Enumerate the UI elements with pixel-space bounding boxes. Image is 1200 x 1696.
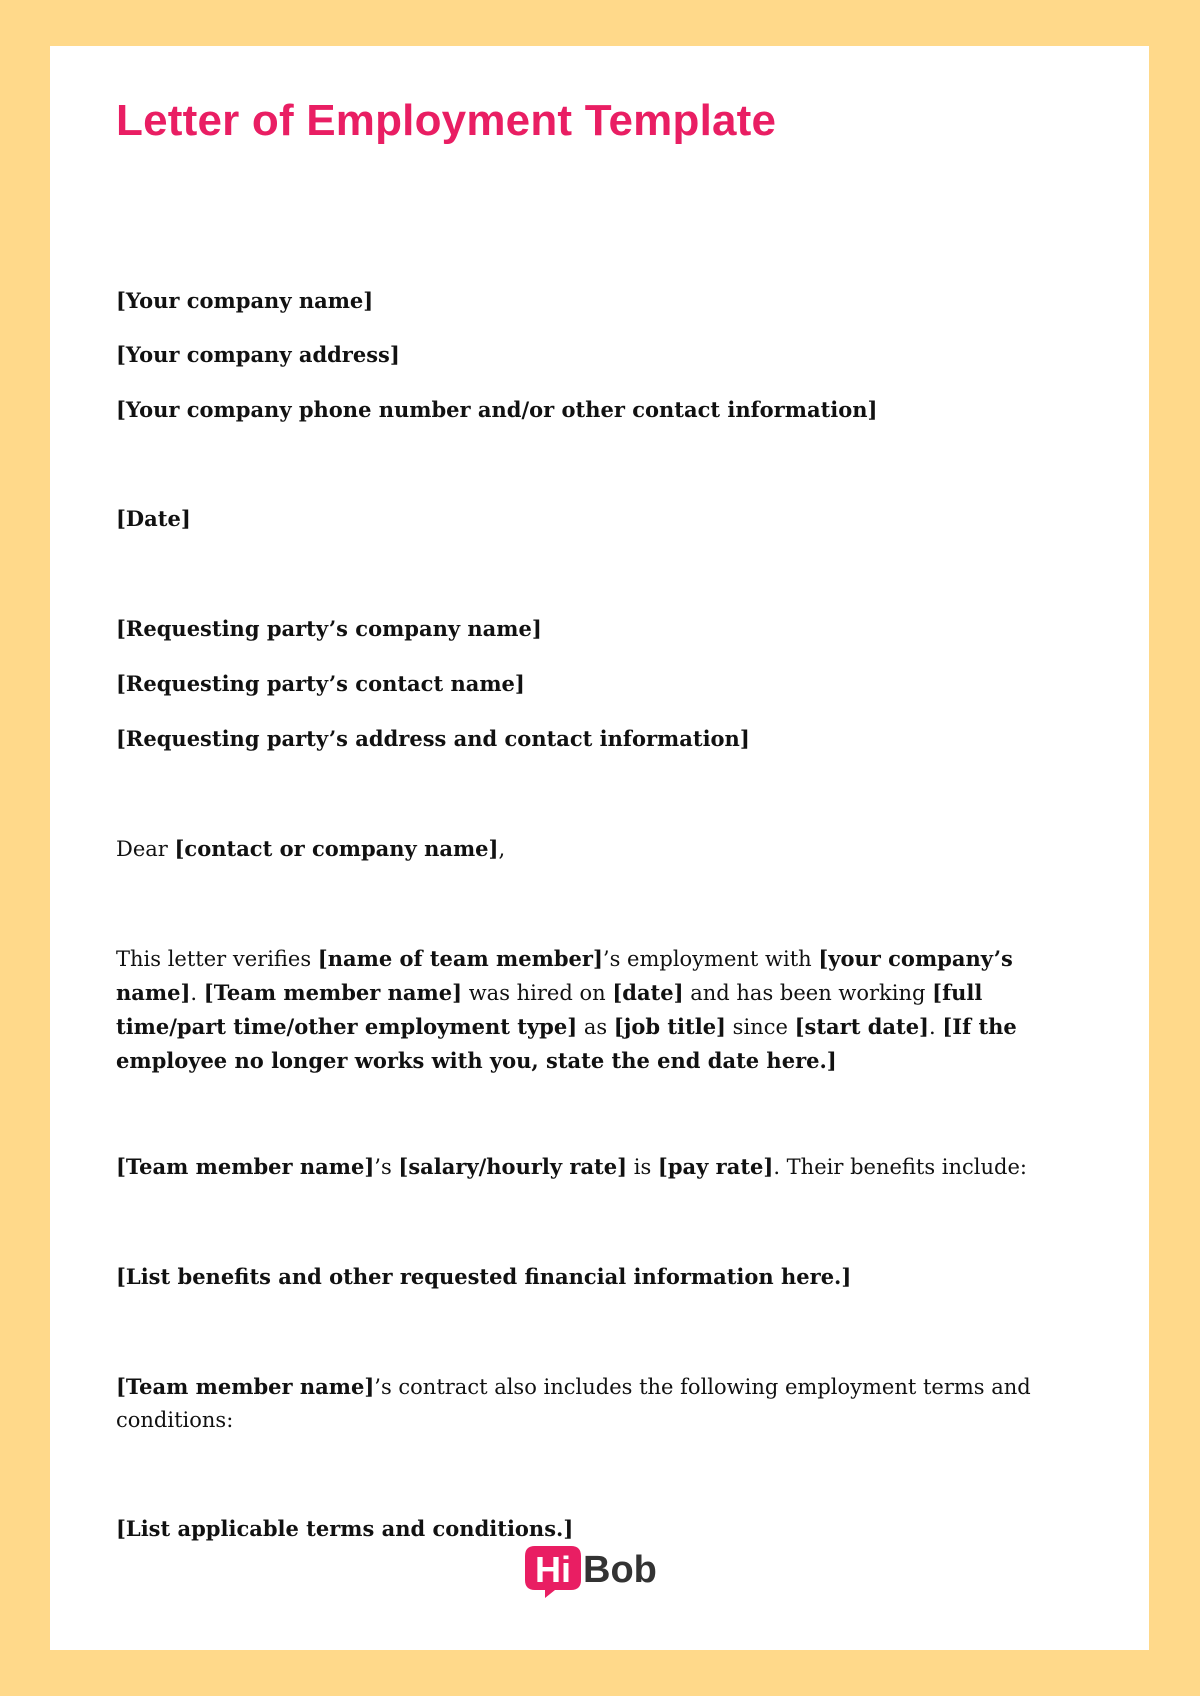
sender-company-name: [Your company name] [116,288,374,313]
letter-date: [Date] [116,506,191,531]
logo-hi-text: Hi [535,1549,571,1590]
terms-placeholder: [List applicable terms and conditions.] [116,1516,574,1541]
benefits-placeholder: [List benefits and other requested financial information here.] [116,1264,852,1289]
page-title: Letter of Employment Template [116,96,777,145]
sender-company-address: [Your company address] [116,342,400,367]
recipient-company-name: [Requesting party’s company name] [116,616,542,641]
hibob-logo [525,1546,665,1602]
letter-page [50,46,1149,1650]
recipient-address: [Requesting party’s address and contact information] [116,726,750,751]
salutation: Dear [contact or company name], [116,836,506,861]
recipient-contact-name: [Requesting party’s contact name] [116,671,525,696]
sender-company-contact: [Your company phone number and/or other contact information] [116,397,878,422]
verification-paragraph: This letter verifies [name of team member]’s employment with [your company’s name]. [Team member name] was hired on [date] and has been working [full time/part time/other employment type] as [job title] since [start date]. [If the employee no longer works with you, state the end date here.] [116,946,1017,1073]
terms-paragraph: [Team member name]’s contract also includes the following employment terms and conditions: [116,1374,1031,1432]
logo-bob-text: Bob [583,1549,657,1591]
salary-paragraph: [Team member name]’s [salary/hourly rate] is [pay rate]. Their benefits include: [116,1154,1027,1179]
